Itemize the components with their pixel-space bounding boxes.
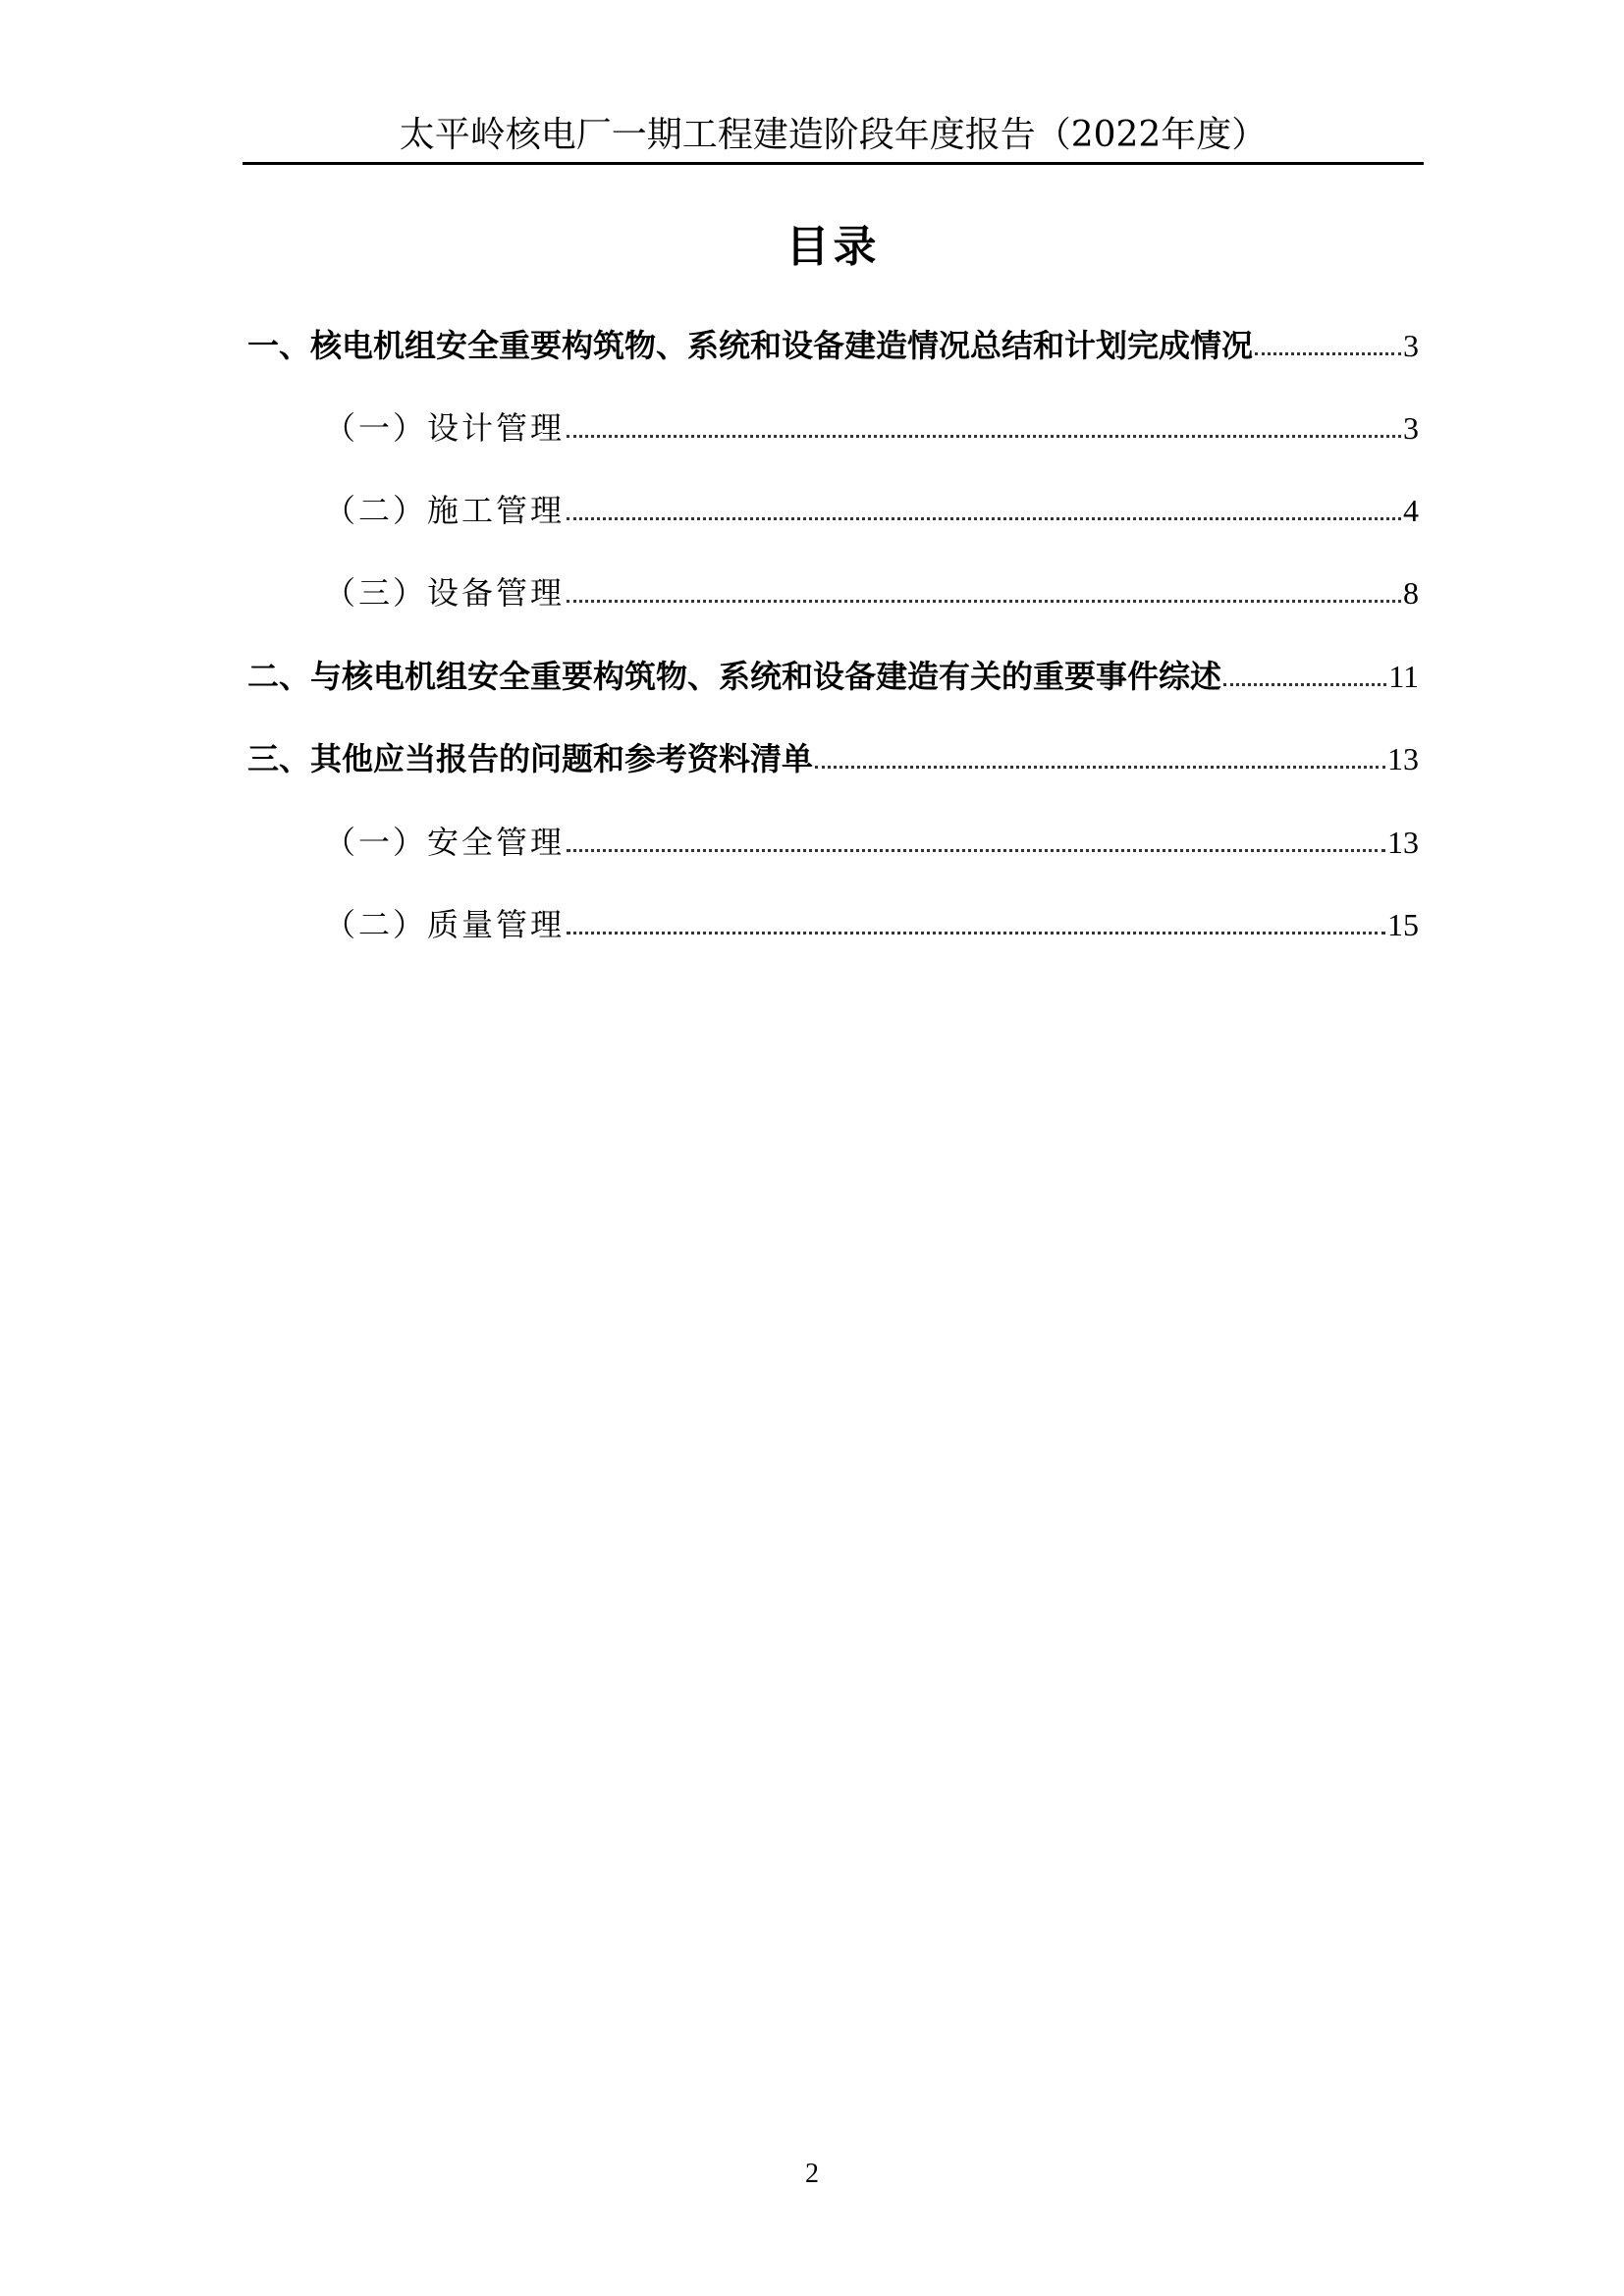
toc-entry-label: （二）质量管理 [324,906,566,943]
toc-entry-page: 11 [1388,659,1419,694]
toc-entry-page: 8 [1403,575,1419,611]
toc-entry-label: 一、核电机组安全重要构筑物、系统和设备建造情况总结和计划完成情况 [247,327,1254,364]
dot-leader [815,766,1385,769]
dot-leader [567,600,1401,603]
toc-entry-construction-management[interactable] [324,485,1419,536]
toc-title: 目录 [785,222,881,272]
toc-entry-label: （二）施工管理 [324,492,566,529]
toc-entry-page: 13 [1387,825,1419,860]
toc-entry-label: 三、其他应当报告的问题和参考资料清单 [247,740,814,777]
page-header-title: 太平岭核电厂一期工程建造阶段年度报告（2022年度） [399,115,1268,155]
toc-entry-section-3[interactable] [247,733,1419,784]
dot-leader [567,932,1385,934]
toc-entry-equipment-management[interactable] [324,567,1419,618]
toc-entry-page: 13 [1387,741,1419,776]
toc-entry-quality-management[interactable] [324,899,1419,950]
toc-entry-page: 15 [1387,907,1419,942]
toc-entry-design-management[interactable] [324,402,1419,454]
dot-leader [567,435,1401,438]
dot-leader [1223,683,1386,686]
toc-entry-page: 4 [1403,493,1419,528]
toc-entry-label: （三）设备管理 [324,574,566,612]
dot-leader [567,517,1401,520]
toc-entry-section-1[interactable] [247,320,1419,371]
dot-leader [567,849,1385,852]
table-of-contents [0,0,1624,982]
toc-entry-label: （一）安全管理 [324,824,566,861]
toc-entry-section-2[interactable] [247,651,1419,702]
toc-entry-label: 二、与核电机组安全重要构筑物、系统和设备建造有关的重要事件综述 [247,658,1222,695]
page-number: 2 [805,2159,819,2189]
toc-entry-label: （一）设计管理 [324,409,566,447]
toc-entry-page: 3 [1403,328,1419,363]
dot-leader [1255,352,1401,355]
toc-entry-page: 3 [1403,410,1419,446]
toc-entry-safety-management[interactable] [324,817,1419,868]
